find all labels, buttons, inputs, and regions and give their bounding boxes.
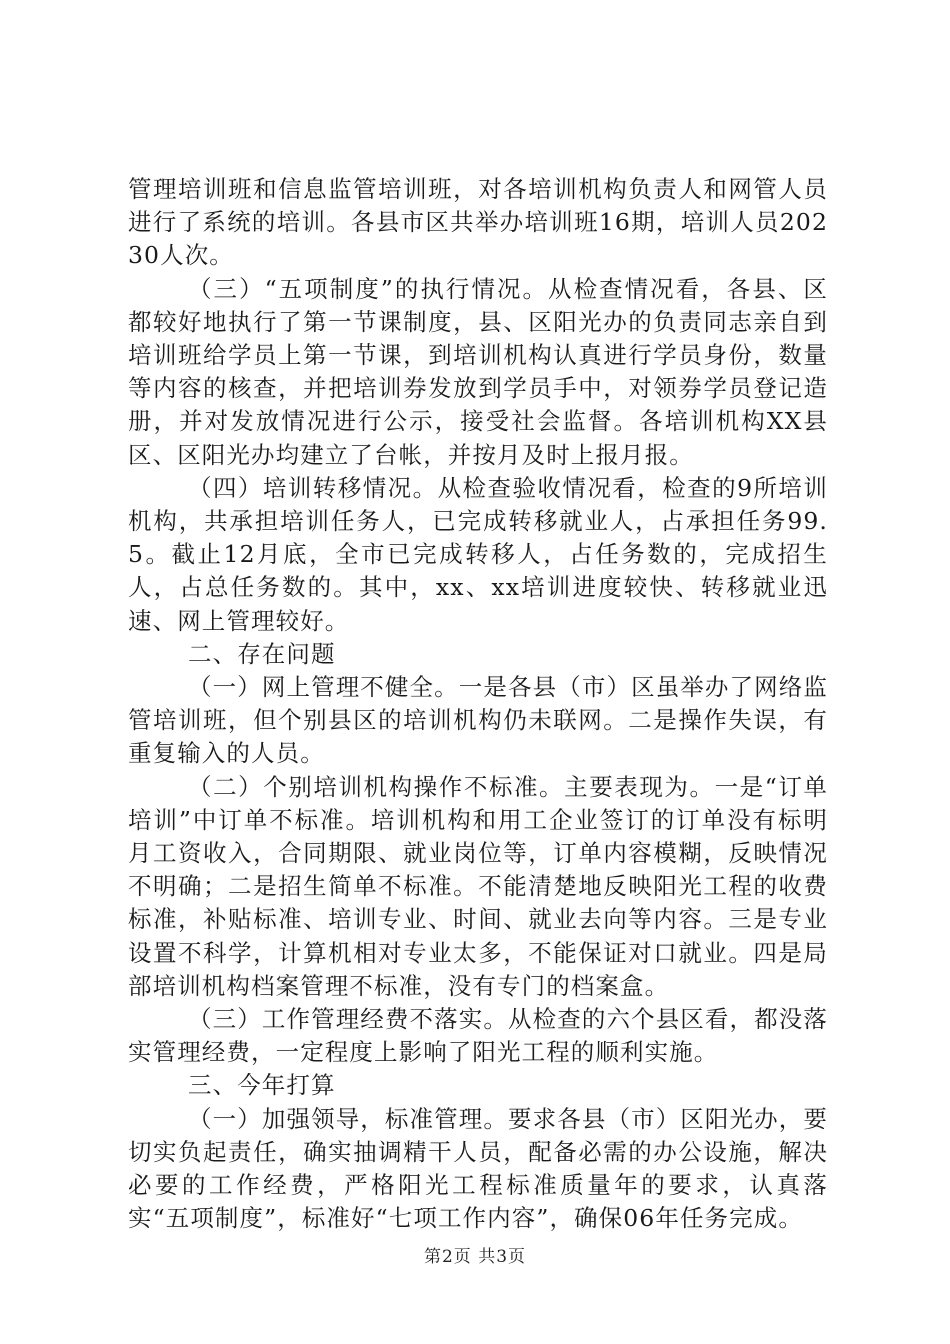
section-heading-plans: 三、今年打算	[188, 1071, 336, 1100]
page-number-footer: 第2页 共3页	[423, 1247, 527, 1267]
paragraph-online-management: （一）网上管理不健全。一是各县（市）区虽举办了网络监管培训班，但个别县区的培训机构仍未联网。二是操作失误，有重复输入的人员。	[128, 673, 828, 768]
paragraph-five-systems: （三）“五项制度”的执行情况。从检查情况看，各县、区都较好地执行了第一节课制度，县、区阳光办的负责同志亲自到培训班给学员上第一节课，到培训机构认真进行学员身份，数量等内容的核查，并把培训券发放到学员手中，对领券学员登记造册，并对发放情况进行公示，接受社会监督。各培训机构XX县区、区阳光办均建立了台帐，并按月及时上报月报。	[128, 274, 828, 469]
section-heading-problems: 二、存在问题	[188, 639, 336, 668]
document-body	[128, 173, 828, 1236]
paragraph-strengthen-leadership: （一）加强领导，标准管理。要求各县（市）区阳光办，要切实负起责任，确实抽调精干人员，配备必需的办公设施，解决必要的工作经费，严格阳光工程标准质量年的要求，认真落实“五项制度”，标准好“七项工作内容”，确保06年任务完成。	[128, 1104, 828, 1233]
paragraph-continuation: 管理培训班和信息监管培训班，对各培训机构负责人和网管人员进行了系统的培训。各县市区共举办培训班16期，培训人员20230人次。	[128, 175, 828, 270]
paragraph-management-funds: （三）工作管理经费不落实。从检查的六个县区看，都没落实管理经费，一定程度上影响了阳光工程的顺利实施。	[128, 1005, 828, 1067]
paragraph-training-transfer: （四）培训转移情况。从检查验收情况看，检查的9所培训机构，共承担培训任务人，已完成转移就业人，占承担任务99.5。截止12月底，全市已完成转移人，占任务数的，完成招生人，占总任务数的。其中，xx、xx培训进度较快、转移就业迅速、网上管理较好。	[128, 473, 828, 635]
paragraph-operation-standards: （二）个别培训机构操作不标准。主要表现为。一是“订单培训”中订单不标准。培训机构和用工企业签订的订单没有标明月工资收入，合同期限、就业岗位等，订单内容模糊，反映情况不明确；二是招生简单不标准。不能清楚地反映阳光工程的收费标准，补贴标准、培训专业、时间、就业去向等内容。三是专业设置不科学，计算机相对专业太多，不能保证对口就业。四是局部培训机构档案管理不标准，没有专门的档案盒。	[128, 772, 828, 1000]
